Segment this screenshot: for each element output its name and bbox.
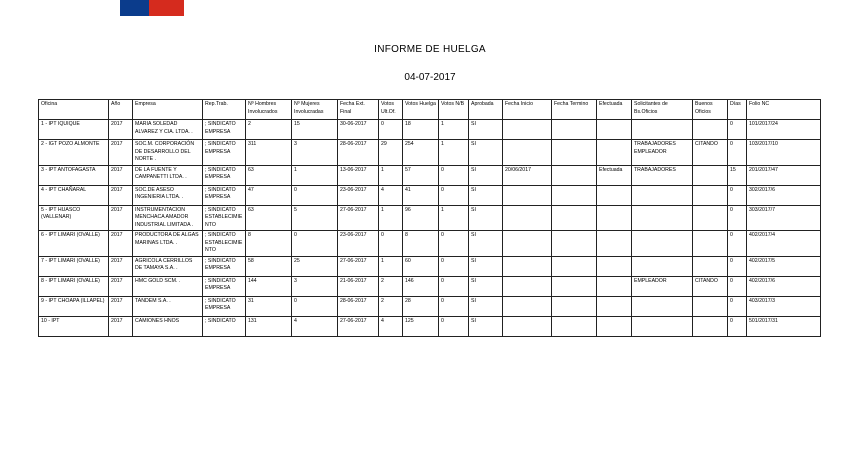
table-cell: ; SINDICATO EMPRESA — [203, 296, 246, 316]
table-cell: 2017 — [109, 256, 133, 276]
table-cell: ; SINDICATO EMPRESA — [203, 165, 246, 185]
table-cell — [552, 185, 597, 205]
column-header: Oficina — [39, 100, 109, 120]
table-cell: 1 — [439, 205, 469, 231]
table-cell: 13-06-2017 — [338, 165, 379, 185]
table-cell: 2 — [379, 296, 403, 316]
table-cell: 63 — [246, 205, 292, 231]
table-cell: SI — [469, 185, 503, 205]
table-cell: CAMIONES HNOS — [133, 316, 203, 336]
column-header: Folio NC — [747, 100, 821, 120]
table-cell — [597, 276, 632, 296]
table-cell: 18 — [403, 120, 439, 140]
table-cell: ; SINDICATO ESTABLECIMIENTO — [203, 231, 246, 257]
table-cell — [693, 120, 728, 140]
table-cell: PRODUCTORA DE ALGAS MARINAS LTDA. . — [133, 231, 203, 257]
table-cell: 27-06-2017 — [338, 316, 379, 336]
table-cell: 9 - IPT CHOAPA (ILLAPEL) — [39, 296, 109, 316]
table-cell — [503, 316, 552, 336]
table-cell: SI — [469, 165, 503, 185]
table-cell: 402/2017/4 — [747, 231, 821, 257]
table-cell: 144 — [246, 276, 292, 296]
table-cell: 21-06-2017 — [338, 276, 379, 296]
table-cell: 146 — [403, 276, 439, 296]
table-cell — [503, 231, 552, 257]
table-row — [39, 296, 821, 316]
table-cell: 0 — [439, 185, 469, 205]
column-header: Fecha Inicio — [503, 100, 552, 120]
table-cell — [503, 185, 552, 205]
table-cell: 0 — [439, 316, 469, 336]
table-cell: 6 - IPT LIMARI (OVALLE) — [39, 231, 109, 257]
table-cell: 29 — [379, 140, 403, 166]
table-cell: 2 - IGT POZO ALMONTE — [39, 140, 109, 166]
column-header: Fecha Ext. Final — [338, 100, 379, 120]
table-cell — [503, 276, 552, 296]
table-cell — [552, 316, 597, 336]
table-cell: 31 — [246, 296, 292, 316]
column-header: Nº Mujeres Involucradas — [292, 100, 338, 120]
table-cell: ; SINDICATO EMPRESA — [203, 276, 246, 296]
table-cell: 15 — [728, 165, 747, 185]
table-cell — [597, 231, 632, 257]
table-cell — [552, 165, 597, 185]
column-header: Año — [109, 100, 133, 120]
table-cell: SI — [469, 296, 503, 316]
table-cell: DE LA FUENTE Y CAMPANETTI LTDA. . — [133, 165, 203, 185]
table-cell: 131 — [246, 316, 292, 336]
table-cell — [693, 256, 728, 276]
table-cell: TANDEM S.A. . — [133, 296, 203, 316]
table-cell: 0 — [728, 120, 747, 140]
table-row — [39, 231, 821, 257]
table-row — [39, 120, 821, 140]
table-cell: 0 — [292, 296, 338, 316]
table-cell: 0 — [728, 185, 747, 205]
table-cell: 1 — [379, 205, 403, 231]
table-cell: 10 - IPT — [39, 316, 109, 336]
table-cell — [693, 185, 728, 205]
table-cell — [597, 120, 632, 140]
table-cell: 2 — [246, 120, 292, 140]
table-cell — [503, 256, 552, 276]
table-cell: 30-06-2017 — [338, 120, 379, 140]
table-cell: 28 — [403, 296, 439, 316]
table-cell: ; SINDICATO EMPRESA — [203, 185, 246, 205]
table-cell: 0 — [728, 276, 747, 296]
table-cell: 2017 — [109, 185, 133, 205]
table-cell: 0 — [439, 165, 469, 185]
table-cell: SOC.M. CORPORACIÓN DE DESARROLLO DEL NORTE . — [133, 140, 203, 166]
report-title: INFORME DE HUELGA — [374, 44, 486, 55]
table-cell: AGRICOLA CERRILLOS DE TAMAYA S.A. . — [133, 256, 203, 276]
table-cell — [503, 140, 552, 166]
table-cell — [632, 185, 693, 205]
table-row — [39, 205, 821, 231]
table-cell: 2017 — [109, 205, 133, 231]
table-cell — [632, 296, 693, 316]
table-cell: 3 - IPT ANTOFAGASTA — [39, 165, 109, 185]
table-cell: SI — [469, 120, 503, 140]
table-cell: 125 — [403, 316, 439, 336]
table-cell: 0 — [292, 231, 338, 257]
table-cell: 60 — [403, 256, 439, 276]
table-cell: 4 - IPT CHAÑARAL — [39, 185, 109, 205]
table-header-row — [39, 100, 821, 120]
column-header: Votos Ult.Of. — [379, 100, 403, 120]
table-cell: 402/2017/6 — [747, 276, 821, 296]
table-cell: 0 — [728, 256, 747, 276]
table-cell — [632, 120, 693, 140]
table-cell — [552, 231, 597, 257]
table-cell: 0 — [728, 140, 747, 166]
table-cell: SI — [469, 256, 503, 276]
table-cell — [552, 256, 597, 276]
table-cell — [632, 231, 693, 257]
table-cell — [503, 296, 552, 316]
table-cell: 201/2017/47 — [747, 165, 821, 185]
table-cell: HMC GOLD SCM. . — [133, 276, 203, 296]
table-cell: ; SINDICATO EMPRESA — [203, 256, 246, 276]
table-cell — [632, 205, 693, 231]
table-cell — [597, 296, 632, 316]
table-cell: SI — [469, 276, 503, 296]
table-cell: CITANDO — [693, 140, 728, 166]
column-header: Rep.Trab. — [203, 100, 246, 120]
column-header: Días — [728, 100, 747, 120]
table-cell: 0 — [292, 185, 338, 205]
column-header: Fecha Termino — [552, 100, 597, 120]
table-cell — [693, 165, 728, 185]
table-body — [39, 120, 821, 337]
table-cell: 2017 — [109, 140, 133, 166]
table-cell: 20/06/2017 — [503, 165, 552, 185]
table-cell: 63 — [246, 165, 292, 185]
table-cell: 8 - IPT LIMARI (OVALLE) — [39, 276, 109, 296]
table-cell: 0 — [728, 316, 747, 336]
column-header: Nº Hombres Involucrados — [246, 100, 292, 120]
table-cell: 58 — [246, 256, 292, 276]
table-cell: 101/2017/24 — [747, 120, 821, 140]
table-cell: Efectuada — [597, 165, 632, 185]
table-cell: 1 — [379, 165, 403, 185]
table-cell: 27-06-2017 — [338, 256, 379, 276]
table-cell: 47 — [246, 185, 292, 205]
table-row — [39, 316, 821, 336]
column-header: Aprobada — [469, 100, 503, 120]
table-cell: 2017 — [109, 120, 133, 140]
table-cell — [693, 205, 728, 231]
table-cell: 28-06-2017 — [338, 296, 379, 316]
table-row — [39, 276, 821, 296]
table-cell — [503, 205, 552, 231]
table-cell: SI — [469, 205, 503, 231]
table-cell: 1 — [439, 140, 469, 166]
table-row — [39, 140, 821, 166]
table-cell: 5 - IPT HUASCO (VALLENAR) — [39, 205, 109, 231]
column-header: Votos N/B — [439, 100, 469, 120]
table-cell: MARIA SOLEDAD ALVAREZ Y CIA. LTDA. . — [133, 120, 203, 140]
table-cell: ; SINDICATO EMPRESA — [203, 120, 246, 140]
table-cell: 2017 — [109, 296, 133, 316]
column-header: Empresa — [133, 100, 203, 120]
table-cell: 1 — [292, 165, 338, 185]
table-cell: 7 - IPT LIMARI (OVALLE) — [39, 256, 109, 276]
table-cell — [552, 276, 597, 296]
table-cell — [503, 120, 552, 140]
table-cell: 23-06-2017 — [338, 185, 379, 205]
table-row — [39, 165, 821, 185]
table-cell: CITANDO — [693, 276, 728, 296]
table-cell: 254 — [403, 140, 439, 166]
table-cell: 0 — [439, 276, 469, 296]
table-cell: 0 — [439, 256, 469, 276]
table-cell: 0 — [379, 231, 403, 257]
table-cell — [597, 140, 632, 166]
table-cell: 0 — [728, 205, 747, 231]
table-cell: ; SINDICATO EMPRESA — [203, 140, 246, 166]
table-cell: 303/2017/7 — [747, 205, 821, 231]
table-cell: 0 — [728, 231, 747, 257]
table-cell: 23-06-2017 — [338, 231, 379, 257]
table-cell: 403/2017/3 — [747, 296, 821, 316]
table-cell: ; SINDICATO — [203, 316, 246, 336]
table-cell: SOC.DE ASESO INGENIERIA LTDA. . — [133, 185, 203, 205]
table-cell: 96 — [403, 205, 439, 231]
table-cell: 501/2017/31 — [747, 316, 821, 336]
table-cell: 8 — [246, 231, 292, 257]
table-cell — [693, 231, 728, 257]
table-cell — [597, 256, 632, 276]
table-cell: 0 — [439, 296, 469, 316]
table-cell: 302/2017/6 — [747, 185, 821, 205]
table-cell: 402/2017/5 — [747, 256, 821, 276]
table-cell: 0 — [439, 231, 469, 257]
table-cell: ; SINDICATO ESTABLECIMIENTO — [203, 205, 246, 231]
table-cell: 5 — [292, 205, 338, 231]
table-cell — [693, 316, 728, 336]
table-cell — [597, 185, 632, 205]
table-cell: 3 — [292, 140, 338, 166]
table-cell: EMPLEADOR — [632, 276, 693, 296]
table-cell — [632, 256, 693, 276]
logo-text: Gobierno de Chile — [268, 5, 312, 11]
table-cell — [693, 296, 728, 316]
table-cell: 2 — [379, 276, 403, 296]
table-cell: SI — [469, 231, 503, 257]
table-cell: 4 — [379, 185, 403, 205]
table-cell: 1 — [379, 256, 403, 276]
table-cell: SI — [469, 140, 503, 166]
table-cell — [552, 296, 597, 316]
table-cell: 15 — [292, 120, 338, 140]
table-cell: 2017 — [109, 316, 133, 336]
table-cell — [597, 205, 632, 231]
column-header: Votos Huelga — [403, 100, 439, 120]
report-date: 04-07-2017 — [404, 72, 456, 83]
table-cell: 0 — [379, 120, 403, 140]
table-cell: 0 — [728, 296, 747, 316]
table-cell: 57 — [403, 165, 439, 185]
column-header: Buenos Oficios — [693, 100, 728, 120]
table-cell: 27-06-2017 — [338, 205, 379, 231]
table-cell: 311 — [246, 140, 292, 166]
table-cell: 41 — [403, 185, 439, 205]
table-cell: 2017 — [109, 231, 133, 257]
table-cell: 1 — [439, 120, 469, 140]
column-header: Efectuada — [597, 100, 632, 120]
table-cell: 1 - IPT IQUIQUE — [39, 120, 109, 140]
table-cell: 25 — [292, 256, 338, 276]
table-cell — [552, 205, 597, 231]
table-cell: 2017 — [109, 165, 133, 185]
table-cell: SI — [469, 316, 503, 336]
column-header: Solicitantes de Bs.Oficios — [632, 100, 693, 120]
table-row — [39, 185, 821, 205]
table-cell: 103/2017/10 — [747, 140, 821, 166]
table-cell — [597, 316, 632, 336]
gobierno-logo — [120, 0, 312, 16]
table-cell — [552, 140, 597, 166]
table-cell: INSTRUMENTACION MENCHACA AMADOR INDUSTRIAL LIMITADA . — [133, 205, 203, 231]
table-row — [39, 256, 821, 276]
table-cell: 3 — [292, 276, 338, 296]
strike-report-table — [38, 99, 821, 337]
table-cell: 2017 — [109, 276, 133, 296]
table-cell: 4 — [379, 316, 403, 336]
table-cell: 8 — [403, 231, 439, 257]
table-cell: 4 — [292, 316, 338, 336]
table-cell — [632, 316, 693, 336]
table-cell — [552, 120, 597, 140]
table-cell: TRABAJADORES EMPLEADOR — [632, 140, 693, 166]
table-cell: 28-06-2017 — [338, 140, 379, 166]
table-cell: TRABAJADORES — [632, 165, 693, 185]
